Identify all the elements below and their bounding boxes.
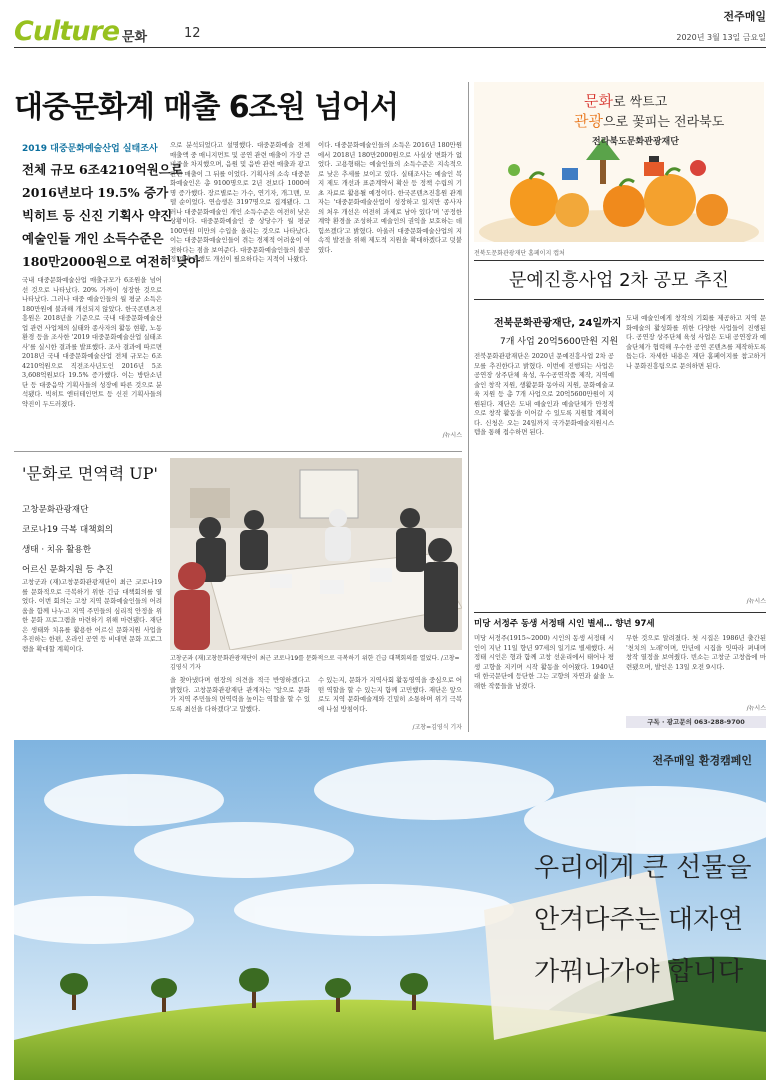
- second-subhead: 고창문화관광재단: [22, 505, 89, 515]
- second-article-title: '문화로 면역력 UP': [22, 464, 158, 483]
- lead-kicker: 2019 대중문화예술산업 실태조사: [22, 144, 158, 154]
- lead-body-col2: 으로 분석되었다고 설명했다. 대중문화예술 전체 매출액 중 매니지먼트 및 공연 관련 매출이 가장 큰 비중을 차지했으며, 음원 및 음반 관련 매출과 광고 관련 매출이 그 뒤를 이었다. 기획사의 소속 대중문화예술인은 총 9100명으로 2년 전보다 1000여 명 증가했다. 장르별로는 가수, 연기자, 개그맨, 모델 순이었다. 연습생은 3197명으로 집계됐다. 그러나 대중문화예술인 개인 소득수준은 여전히 낮은 상황이다. 대중문화예술인 중 상당수가 월 평균 100만원 미만의 수입을 올리는 것으로 나타났다. 이는 대중문화예술인들이 겪는 경제적 어려움이 여전하다는 점을 보여준다. 대중문화예술인들의 불공정 계약 관행도 개선이 필요하다는 지적이 나왔다.: [170, 141, 310, 263]
- lead-byline: /뉴시스: [442, 432, 462, 439]
- second-subhead: 어르신 문화지원 등 추진: [22, 565, 114, 575]
- second-subhead: 코로나19 극복 대책회의: [22, 525, 114, 535]
- right-article-title: 문예진흥사업 2차 공모 추진: [474, 260, 764, 300]
- second-article-subheads: [22, 500, 113, 580]
- second-subhead: 생태 · 치유 활용한: [22, 545, 92, 555]
- poem-article-title: 미당 서정주 동생 서정태 시인 별세… 향년 97세: [474, 612, 766, 629]
- section-title-korean: 문화: [122, 30, 148, 45]
- lead-subheads: [22, 158, 201, 273]
- issue-date: 2020년 3월 13일 금요일: [676, 33, 766, 42]
- campaign-copy-line: 가꿔나가야 합니다: [534, 957, 744, 987]
- right-article-subhead-1: 전북문화관광재단, 24일까지: [494, 318, 622, 329]
- campaign-label: 전주매일 환경캠페인: [652, 754, 752, 767]
- right-body-col1: 전북문화관광재단은 2020년 문예진흥사업 2차 공모를 추진한다고 밝혔다. 이번에 진행되는 사업은 공연장 상주단체 육성, 우수공연작품 제작, 지역예술인 창작 지원, 생활문화 동아리 지원, 문화예술교육 지원 등 총 7개 사업으로 20억5600만원이 지원된다. 재단은 도내 예술인과 예술단체가 안정적으로 창작 활동을 이어갈 수 있도록 지원할 계획이다. 신청은 오는 24일까지 국가문화예술지원시스템을 통해 접수하면 된다.: [474, 352, 614, 436]
- environment-campaign-ad: [14, 740, 766, 1080]
- lead-body-col1: 국내 대중문화예술산업 매출규모가 6조원을 넘어선 것으로 나타났다. 20% 가까이 성장한 것으로 나타났다. 그러나 대중 예술인들의 월 평균 소득은 180만원에 불과해 개선되지 않았다. 한국콘텐츠진흥원은 2018년을 기준으로 국내 대중문화예술산업 관련 사업체의 실태와 종사자의 활동 현황, 노동 환경 등을 조사한 '2019 대중문화예술산업 실태조사'를 실시한 결과를 발표했다. 조사 결과에 따르면 2018년 국내 대중문화예술산업 전체 규모는 6조4210억원으로 직전조사년도인 2016년 5조3,608억원보다 19.5% 증가했다. 이는 방탄소년단 등 대중음악 기획사들의 성장에 따른 것으로 분석됐다. 빅히트 엔터테인먼트 등 신진 기획사들의 약진이 두드러졌다.: [22, 276, 162, 408]
- lead-subhead: 180만2000원으로 여전히 낮아: [22, 254, 201, 269]
- lead-subhead: 빅히트 등 신진 기획사 약진: [22, 208, 173, 223]
- image-credit: 전북도문화관광재단 홈페이지 캡처: [474, 250, 565, 257]
- campaign-copy-line: 안겨다주는 대자연: [534, 905, 744, 935]
- culture-ad-org: 전라북도문화관광재단: [592, 137, 679, 147]
- culture-ad: [474, 82, 764, 242]
- lead-subhead: 전체 규모 6조4210억원으로: [22, 162, 183, 177]
- masthead: [14, 10, 766, 48]
- photo-caption: 고창군과 (재)고창문화관광재단이 최근 코로나19를 문화적으로 극복하기 위한 긴급 대책회의를 열었다. /고창=김영식 기자: [170, 655, 460, 671]
- culture-ad-slogan-2: 관광으로 꽃피는 전라북도: [574, 112, 725, 130]
- right-body-col2: 도내 예술인에게 창작의 기회를 제공하고 지역 문화예술의 활성화를 위한 다양한 사업들이 진행된다. 공연장 상주단체 육성 사업은 도내 공연장과 예술단체가 협력해 우수한 공연 콘텐츠를 제작하도록 돕는다. 자세한 내용은 재단 홈페이지를 참고하거나 문화진흥팀으로 문의하면 된다.: [626, 314, 766, 370]
- campaign-copy: [534, 842, 751, 998]
- second-byline: /고창=김영식 기자: [412, 724, 462, 731]
- newspaper-name: 전주매일: [723, 10, 766, 23]
- rule: [468, 82, 469, 732]
- poem-body-col2: 무한 것으로 알려졌다. 첫 시집은 1986년 출간된 '천치의 노래'이며, 만년에 시집을 잇따라 펴내며 창작 열정을 보여줬다. 빈소는 고창군 고창읍에 마련됐으며, 발인은 13일 오전 9시다.: [626, 634, 766, 671]
- meeting-photo: [170, 458, 462, 650]
- second-body-col1: 고창군과 (재)고창문화관광재단이 최근 코로나19를 문화적으로 극복하기 위한 긴급 대책회의를 열었다. 이번 회의는 고창 지역 문화예술인들의 어려움을 함께 나누고 지역 주민들의 심리적 안정을 위한 문화 프로그램을 마련하기 위해 마련됐다. 재단은 생태와 치유를 활용한 어르신 문화지원 사업을 추진하는 한편, 온라인 공연 등 비대면 문화 프로그램을 확대할 계획이다.: [22, 578, 162, 653]
- second-body-col3: 수 있는지, 문화가 지역사회 활동영역을 중심으로 어떤 역할을 할 수 있는지 함께 고민했다. 재단은 앞으로도 지역 문화예술계와 긴밀히 소통하며 위기 극복에 나설 방침이다.: [318, 676, 462, 713]
- rule: [14, 451, 462, 452]
- second-body-col2: 을 찾아냈다며 현장의 의견을 적극 반영하겠다고 밝혔다. 고창문화관광재단 관계자는 '앞으로 문화가 지역 주민들의 면역력을 높이는 역할을 할 수 있도록 최선을 다하겠다'고 말했다.: [170, 676, 310, 713]
- right-article-subhead-2: 7개 사업 20억5600만원 지원: [500, 337, 619, 347]
- culture-ad-slogan-1: 문화로 싹트고: [584, 92, 668, 110]
- campaign-copy-line: 우리에게 큰 선물을: [534, 853, 752, 883]
- subscription-contact: 구독 · 광고문의 063-288-9700: [626, 716, 766, 728]
- lead-subhead: 예술인들 개인 소득수준은: [22, 231, 164, 246]
- section-title-english: Culture: [14, 16, 120, 47]
- right-byline: /뉴시스: [746, 598, 766, 605]
- lead-headline: 대중문화계 매출 6조원 넘어서: [14, 90, 398, 125]
- poem-body-col1: 미당 서정주(1915~2000) 시인의 동생 서정태 시인이 지난 11일 향년 97세의 일기로 별세했다. 서정태 시인은 형과 함께 고창 선운리에서 태어나 평생 고향을 지키며 시작 활동을 이어왔다. 1940년대 한국문단에 등단한 그는 고향의 자연과 삶을 노래한 작품들을 남겼다.: [474, 634, 614, 690]
- page-number: 12: [184, 26, 201, 41]
- lead-subhead: 2016년보다 19.5% 증가: [22, 185, 169, 200]
- lead-body-col3: 이다. 대중문화예술인들의 소득은 2016년 180만원에서 2018년 180만2000원으로 사실상 변화가 없었다. 고용형태는 예술인들의 소득수준은 지속적으로 낮은 추세를 보이고 있다. 실태조사는 예술인 복지 제도 개선과 표준계약서 확산 등 정책 수립의 기초 자료로 활용될 예정이다. 한국콘텐츠진흥원 관계자는 '대중문화예술산업이 성장하고 있지만 종사자의 처우 개선은 여전히 과제로 남아 있다'며 '공정한 계약 환경을 조성하고 예술인의 권익을 보호하는 데 힘쓰겠다'고 밝혔다. 아울러 대중문화예술산업의 지속적 발전을 위해 제도적 지원을 확대하겠다고 덧붙였다.: [318, 141, 462, 254]
- poem-byline: /뉴시스: [746, 705, 766, 712]
